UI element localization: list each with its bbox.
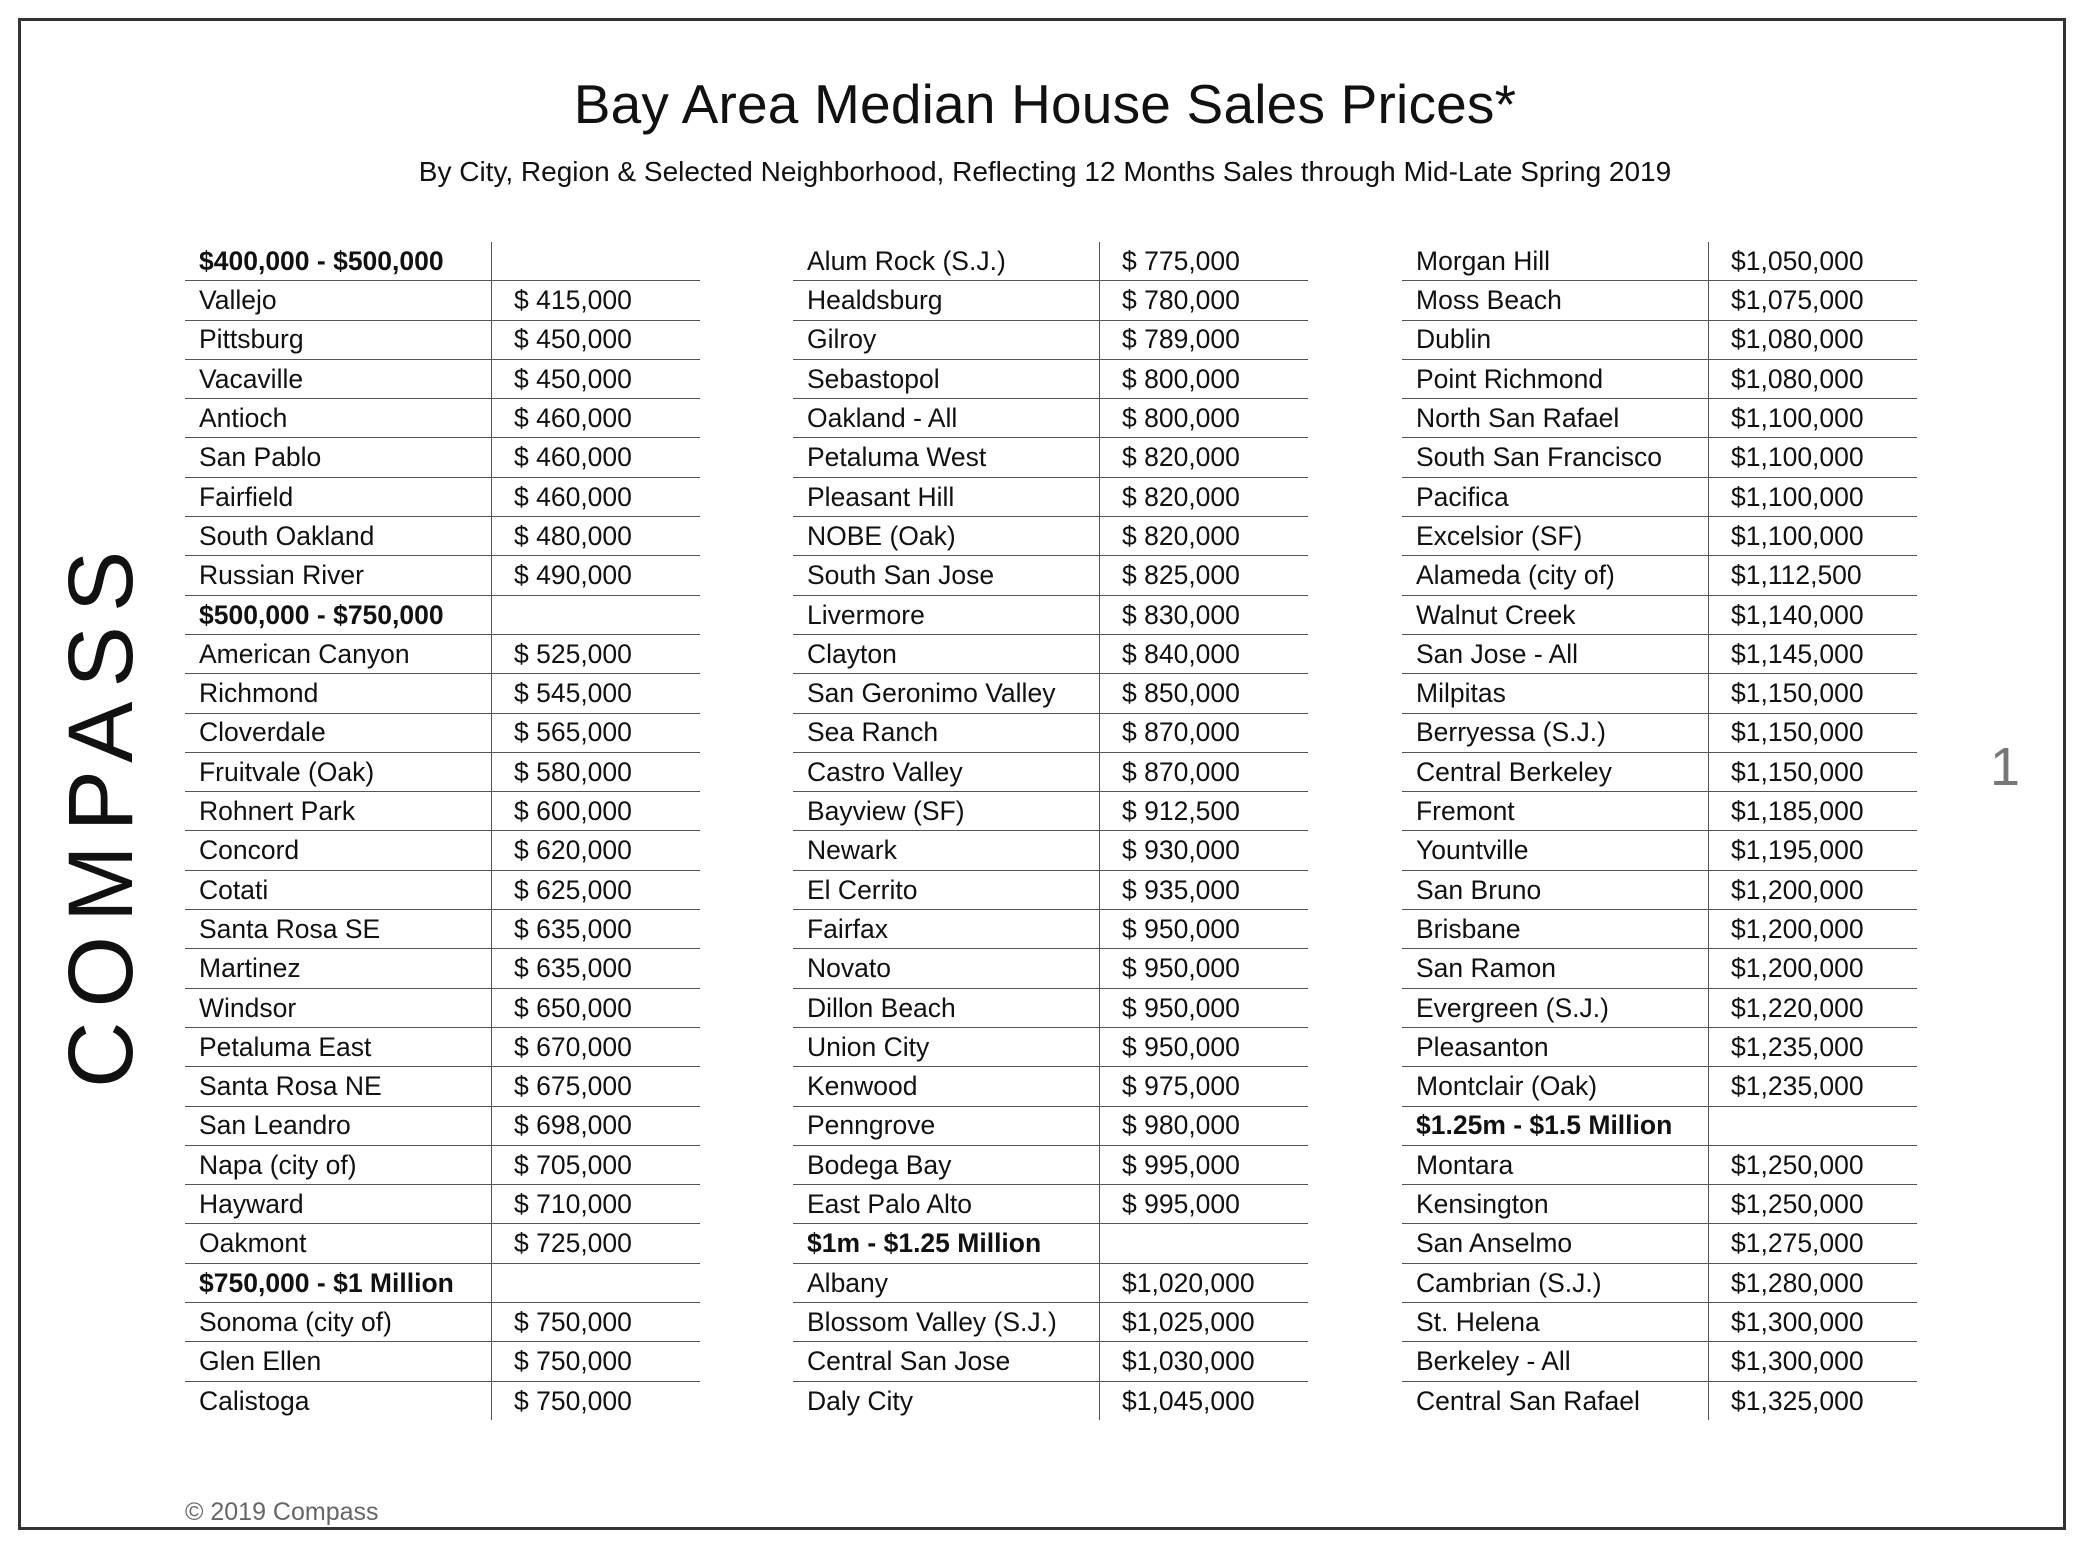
city-name: El Cerrito [793, 870, 1100, 909]
median-price: $1,250,000 [1709, 1185, 1918, 1224]
median-price: $1,025,000 [1100, 1303, 1309, 1342]
city-name: East Palo Alto [793, 1185, 1100, 1224]
median-price: $1,275,000 [1709, 1224, 1918, 1263]
table-row [185, 1381, 700, 1420]
table-row [793, 1145, 1308, 1184]
table-row [1402, 242, 1917, 281]
price-range-header-row [185, 1263, 700, 1302]
city-name: San Anselmo [1402, 1224, 1709, 1263]
table-row [793, 242, 1308, 281]
price-table-column-2 [793, 242, 1308, 1420]
median-price: $ 450,000 [492, 320, 701, 359]
table-row [185, 1145, 700, 1184]
median-price: $ 705,000 [492, 1145, 701, 1184]
table-row [793, 949, 1308, 988]
median-price: $ 750,000 [514, 1385, 632, 1416]
table-row [793, 1067, 1308, 1106]
city-name: North San Rafael [1402, 399, 1709, 438]
median-price: $1,195,000 [1709, 831, 1918, 870]
city-name: Fremont [1402, 792, 1709, 831]
price-range-header-row [1402, 1106, 1917, 1145]
median-price [1100, 1224, 1309, 1263]
median-price: $ 675,000 [492, 1067, 701, 1106]
city-name: Evergreen (S.J.) [1402, 988, 1709, 1027]
table-row [1402, 1263, 1917, 1302]
city-name: Berkeley - All [1402, 1342, 1709, 1381]
city-name: South Oakland [185, 517, 492, 556]
city-name: Fairfield [185, 477, 492, 516]
median-price: $ 912,500 [1100, 792, 1309, 831]
table-row [793, 517, 1308, 556]
median-price: $ 975,000 [1100, 1067, 1309, 1106]
city-name: Central Berkeley [1402, 752, 1709, 791]
table-row [185, 1185, 700, 1224]
city-name: Richmond [185, 674, 492, 713]
city-name: Bodega Bay [793, 1145, 1100, 1184]
median-price: $1,235,000 [1709, 1027, 1918, 1066]
city-name: Point Richmond [1402, 359, 1709, 398]
city-name: Pleasanton [1402, 1027, 1709, 1066]
city-name: Russian River [185, 556, 492, 595]
city-name: Daly City [793, 1381, 1100, 1420]
city-name: Kenwood [793, 1067, 1100, 1106]
median-price: $1,020,000 [1100, 1263, 1309, 1302]
city-name: Yountville [1402, 831, 1709, 870]
median-price: $1,080,000 [1709, 320, 1918, 359]
median-price: $1,100,000 [1709, 517, 1918, 556]
price-range-label: $750,000 - $1 Million [185, 1263, 492, 1302]
city-name: Sea Ranch [793, 713, 1100, 752]
median-price: $ 995,000 [1100, 1145, 1309, 1184]
table-row [793, 1263, 1308, 1302]
median-price: $ 780,000 [1100, 281, 1309, 320]
city-name: San Geronimo Valley [793, 674, 1100, 713]
city-name: Bayview (SF) [793, 792, 1100, 831]
median-price: $1,100,000 [1709, 438, 1918, 477]
table-row [793, 320, 1308, 359]
city-name: Gilroy [793, 320, 1100, 359]
table-row [793, 595, 1308, 634]
median-price: $ 820,000 [1100, 477, 1309, 516]
table-row [185, 1067, 700, 1106]
city-name: San Pablo [185, 438, 492, 477]
median-price: $ 950,000 [1100, 949, 1309, 988]
city-name: Vacaville [185, 359, 492, 398]
median-price: $ 490,000 [492, 556, 701, 595]
city-name: Healdsburg [793, 281, 1100, 320]
median-price: $ 415,000 [492, 281, 701, 320]
median-price: $ 635,000 [492, 910, 701, 949]
table-row [185, 988, 700, 1027]
table-row [1402, 320, 1917, 359]
table-row [1402, 988, 1917, 1027]
table-row [185, 1027, 700, 1066]
median-price: $ 850,000 [1100, 674, 1309, 713]
median-price: $1,235,000 [1709, 1067, 1918, 1106]
table-row [185, 1342, 700, 1381]
table-row [793, 634, 1308, 673]
table-row [1402, 1067, 1917, 1106]
table-row [185, 477, 700, 516]
city-name: Livermore [793, 595, 1100, 634]
table-row [1402, 1145, 1917, 1184]
table-row [185, 359, 700, 398]
table-row [793, 870, 1308, 909]
table-row [793, 1303, 1308, 1342]
median-price: $1,150,000 [1709, 674, 1918, 713]
city-name: Santa Rosa SE [185, 910, 492, 949]
median-price: $ 789,000 [1100, 320, 1309, 359]
table-row [1402, 870, 1917, 909]
city-name: Dillon Beach [793, 988, 1100, 1027]
median-price: $1,030,000 [1100, 1342, 1309, 1381]
median-price: $1,200,000 [1709, 910, 1918, 949]
median-price: $ 870,000 [1100, 752, 1309, 791]
table-row [185, 870, 700, 909]
median-price: $1,100,000 [1709, 477, 1918, 516]
city-name: Cambrian (S.J.) [1402, 1263, 1709, 1302]
copyright-notice: © 2019 Compass [185, 1498, 379, 1526]
city-name: Walnut Creek [1402, 595, 1709, 634]
median-price: $ 980,000 [1100, 1106, 1309, 1145]
median-price: $ 825,000 [1100, 556, 1309, 595]
median-price: $1,150,000 [1709, 752, 1918, 791]
table-row [185, 713, 700, 752]
median-price: $ 750,000 [492, 1342, 701, 1381]
city-name: Windsor [185, 988, 492, 1027]
median-price: $ 600,000 [492, 792, 701, 831]
table-row [185, 517, 700, 556]
city-name: Alum Rock (S.J.) [793, 242, 1100, 281]
table-row [1402, 281, 1917, 320]
median-price: $ 830,000 [1100, 595, 1309, 634]
table-row [793, 556, 1308, 595]
city-name: Brisbane [1402, 910, 1709, 949]
median-price: $1,220,000 [1709, 988, 1918, 1027]
median-price: $1,112,500 [1709, 556, 1918, 595]
city-name: Vallejo [185, 281, 492, 320]
median-price: $1,045,000 [1122, 1385, 1255, 1416]
price-range-header-row [185, 242, 700, 281]
table-row [1402, 556, 1917, 595]
table-row [793, 399, 1308, 438]
median-price: $ 525,000 [492, 634, 701, 673]
table-row [185, 674, 700, 713]
median-price: $ 565,000 [492, 713, 701, 752]
compass-logo: COMPASS [50, 536, 152, 1088]
city-name: Berryessa (S.J.) [1402, 713, 1709, 752]
median-price: $1,200,000 [1709, 870, 1918, 909]
table-row [1402, 477, 1917, 516]
median-price: $ 775,000 [1100, 242, 1309, 281]
price-range-header-row [185, 595, 700, 634]
table-row [793, 359, 1308, 398]
city-name: Petaluma West [793, 438, 1100, 477]
median-price: $ 820,000 [1100, 438, 1309, 477]
table-row [1402, 438, 1917, 477]
median-price: $1,145,000 [1709, 634, 1918, 673]
table-row [185, 320, 700, 359]
median-price: $ 995,000 [1100, 1185, 1309, 1224]
median-price: $ 930,000 [1100, 831, 1309, 870]
median-price: $1,050,000 [1709, 242, 1918, 281]
city-name: Santa Rosa NE [185, 1067, 492, 1106]
median-price: $ 950,000 [1100, 1027, 1309, 1066]
city-name: Alameda (city of) [1402, 556, 1709, 595]
price-range-label: $400,000 - $500,000 [185, 242, 492, 281]
city-name: Albany [793, 1263, 1100, 1302]
city-name: Central San Rafael [1402, 1381, 1709, 1420]
city-name: Concord [185, 831, 492, 870]
median-price: $ 460,000 [492, 477, 701, 516]
city-name: Milpitas [1402, 674, 1709, 713]
table-row [1402, 831, 1917, 870]
city-name: Glen Ellen [185, 1342, 492, 1381]
median-price: $ 450,000 [492, 359, 701, 398]
table-row [1402, 1342, 1917, 1381]
city-name: American Canyon [185, 634, 492, 673]
table-row [1402, 910, 1917, 949]
table-row [185, 910, 700, 949]
city-name: Cloverdale [185, 713, 492, 752]
city-name: Martinez [185, 949, 492, 988]
median-price: $ 545,000 [492, 674, 701, 713]
median-price: $ 460,000 [492, 438, 701, 477]
median-price: $1,100,000 [1709, 399, 1918, 438]
table-row [185, 752, 700, 791]
median-price: $1,185,000 [1709, 792, 1918, 831]
city-name: Petaluma East [185, 1027, 492, 1066]
city-name: Pacifica [1402, 477, 1709, 516]
median-price: $ 635,000 [492, 949, 701, 988]
median-price: $1,300,000 [1709, 1303, 1918, 1342]
table-row [185, 792, 700, 831]
table-row [1402, 1303, 1917, 1342]
median-price: $ 820,000 [1100, 517, 1309, 556]
city-name: Rohnert Park [185, 792, 492, 831]
city-name: Morgan Hill [1402, 242, 1709, 281]
city-name: Napa (city of) [185, 1145, 492, 1184]
table-row [793, 752, 1308, 791]
table-row [1402, 792, 1917, 831]
median-price: $1,280,000 [1709, 1263, 1918, 1302]
table-row [185, 438, 700, 477]
city-name: South San Francisco [1402, 438, 1709, 477]
table-row [793, 1106, 1308, 1145]
city-name: Montara [1402, 1145, 1709, 1184]
city-name: Cotati [185, 870, 492, 909]
city-name: Clayton [793, 634, 1100, 673]
price-table-column-1 [185, 242, 700, 1420]
median-price: $1,150,000 [1709, 713, 1918, 752]
table-row [185, 1224, 700, 1263]
table-row [185, 556, 700, 595]
city-name: Central San Jose [793, 1342, 1100, 1381]
city-name: Kensington [1402, 1185, 1709, 1224]
city-name: Dublin [1402, 320, 1709, 359]
city-name: Oakland - All [793, 399, 1100, 438]
page-title: Bay Area Median House Sales Prices* [573, 73, 1517, 135]
city-name: Union City [793, 1027, 1100, 1066]
table-row [185, 1303, 700, 1342]
median-price: $1,250,000 [1709, 1145, 1918, 1184]
city-name: Calistoga [185, 1381, 492, 1420]
median-price: $ 870,000 [1100, 713, 1309, 752]
price-range-header-row [793, 1224, 1308, 1263]
table-row [793, 674, 1308, 713]
median-price: $ 710,000 [492, 1185, 701, 1224]
median-price: $ 725,000 [492, 1224, 701, 1263]
median-price: $1,080,000 [1709, 359, 1918, 398]
median-price: $ 625,000 [492, 870, 701, 909]
price-table-column-3 [1402, 242, 1917, 1420]
table-row [1402, 359, 1917, 398]
city-name: Sonoma (city of) [185, 1303, 492, 1342]
table-row [185, 949, 700, 988]
table-row [793, 1381, 1308, 1420]
median-price [1709, 1106, 1918, 1145]
table-row [793, 910, 1308, 949]
table-row [185, 1106, 700, 1145]
table-row [793, 1342, 1308, 1381]
city-name: San Jose - All [1402, 634, 1709, 673]
table-row [1402, 1027, 1917, 1066]
median-price: $ 620,000 [492, 831, 701, 870]
page-number: 1 [1990, 737, 2021, 797]
table-row [185, 634, 700, 673]
median-price: $1,075,000 [1709, 281, 1918, 320]
table-row [1402, 1224, 1917, 1263]
city-name: San Leandro [185, 1106, 492, 1145]
median-price: $ 650,000 [492, 988, 701, 1027]
price-range-label: $1m - $1.25 Million [793, 1224, 1100, 1263]
city-name: San Bruno [1402, 870, 1709, 909]
city-name: Penngrove [793, 1106, 1100, 1145]
table-row [793, 281, 1308, 320]
table-row [185, 281, 700, 320]
table-row [793, 477, 1308, 516]
table-row [185, 831, 700, 870]
table-row [1402, 674, 1917, 713]
city-name: St. Helena [1402, 1303, 1709, 1342]
city-name: San Ramon [1402, 949, 1709, 988]
city-name: Excelsior (SF) [1402, 517, 1709, 556]
median-price: $ 800,000 [1100, 399, 1309, 438]
page-subtitle: By City, Region & Selected Neighborhood, Reflecting 12 Months Sales through Mid-Late Spring 2019 [418, 156, 1672, 187]
median-price [492, 242, 701, 281]
median-price: $ 950,000 [1100, 988, 1309, 1027]
price-range-label: $500,000 - $750,000 [185, 595, 492, 634]
median-price: $1,200,000 [1709, 949, 1918, 988]
city-name: Blossom Valley (S.J.) [793, 1303, 1100, 1342]
median-price: $1,300,000 [1709, 1342, 1918, 1381]
city-name: Antioch [185, 399, 492, 438]
median-price: $ 800,000 [1100, 359, 1309, 398]
median-price: $ 670,000 [492, 1027, 701, 1066]
median-price: $1,140,000 [1709, 595, 1918, 634]
table-row [793, 1185, 1308, 1224]
median-price: $1,325,000 [1731, 1385, 1864, 1416]
table-row [793, 438, 1308, 477]
city-name: Novato [793, 949, 1100, 988]
table-row [793, 988, 1308, 1027]
median-price: $ 950,000 [1100, 910, 1309, 949]
table-row [1402, 399, 1917, 438]
city-name: Pleasant Hill [793, 477, 1100, 516]
city-name: Oakmont [185, 1224, 492, 1263]
median-price: $ 935,000 [1100, 870, 1309, 909]
table-row [793, 1027, 1308, 1066]
table-row [1402, 1381, 1917, 1420]
city-name: NOBE (Oak) [793, 517, 1100, 556]
city-name: Sebastopol [793, 359, 1100, 398]
median-price: $ 698,000 [492, 1106, 701, 1145]
city-name: Hayward [185, 1185, 492, 1224]
city-name: Pittsburg [185, 320, 492, 359]
table-row [793, 831, 1308, 870]
table-row [1402, 634, 1917, 673]
table-row [1402, 1185, 1917, 1224]
table-row [1402, 713, 1917, 752]
table-row [793, 792, 1308, 831]
table-row [1402, 517, 1917, 556]
city-name: Montclair (Oak) [1402, 1067, 1709, 1106]
table-row [1402, 949, 1917, 988]
city-name: Fairfax [793, 910, 1100, 949]
city-name: Moss Beach [1402, 281, 1709, 320]
median-price: $ 580,000 [492, 752, 701, 791]
median-price [492, 595, 701, 634]
table-row [1402, 595, 1917, 634]
median-price [492, 1263, 701, 1302]
city-name: South San Jose [793, 556, 1100, 595]
table-row [793, 713, 1308, 752]
city-name: Newark [793, 831, 1100, 870]
city-name: Castro Valley [793, 752, 1100, 791]
table-row [1402, 752, 1917, 791]
median-price: $ 750,000 [492, 1303, 701, 1342]
price-range-label: $1.25m - $1.5 Million [1402, 1106, 1709, 1145]
median-price: $ 480,000 [492, 517, 701, 556]
city-name: Fruitvale (Oak) [185, 752, 492, 791]
median-price: $ 460,000 [492, 399, 701, 438]
median-price: $ 840,000 [1100, 634, 1309, 673]
table-row [185, 399, 700, 438]
